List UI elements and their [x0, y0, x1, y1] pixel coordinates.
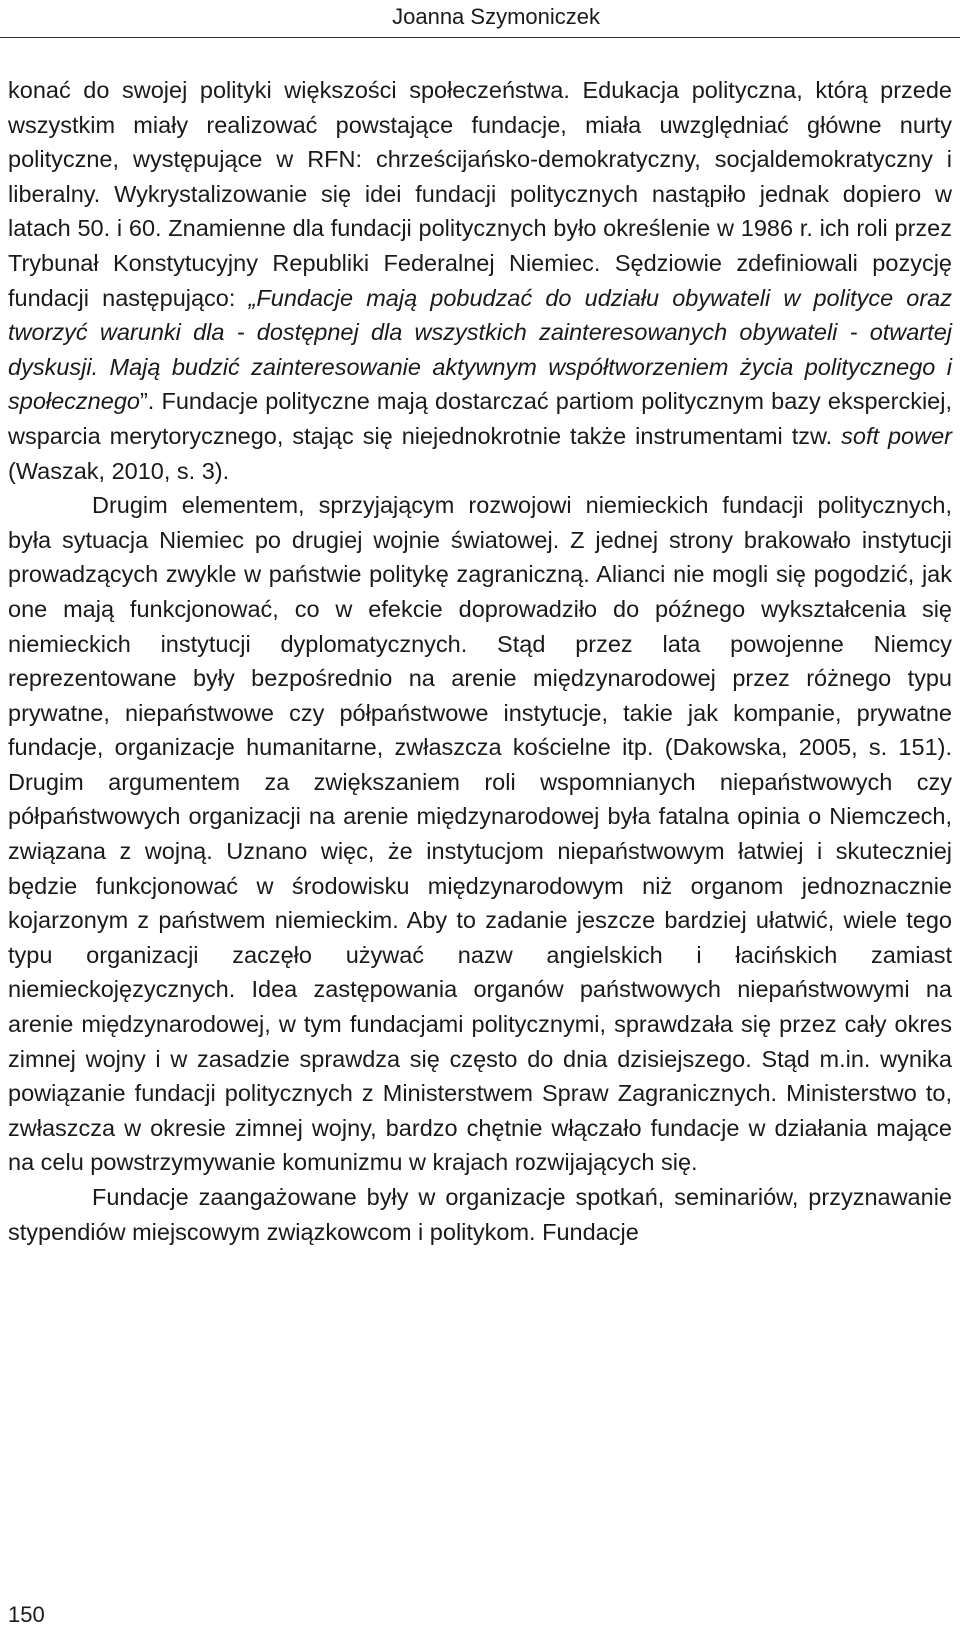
body-text — [8, 73, 952, 1249]
running-header — [0, 0, 960, 38]
page-number: 150 — [8, 1602, 45, 1627]
header-author: Joanna Szymoniczek — [392, 4, 600, 29]
paragraph-3: Fundacje zaangażowane były w organizacje spotkań, seminariów, przyznawanie stypendiów miejscowym związkowcom i politykom. Fundacje — [8, 1184, 952, 1245]
paragraph-1-text-b: ”. Fundacje polityczne mają dostarczać partiom politycznym bazy eksperckiej, wsparcia merytorycznego, stając się niejednokrotnie także instrumentami tzw. — [8, 388, 952, 449]
paragraph-1 — [8, 73, 952, 488]
paragraph-1-text-c: (Waszak, 2010, s. 3). — [8, 457, 230, 484]
paragraph-1-text-a: konać do swojej polityki większości społeczeństwa. Edukacja polityczna, którą przede wszystkim miały realizować powstające fundacje, miała uwzględniać główne nurty polityczne, występujące w RFN: chrześcijańsko-demokratyczny, socjaldemokratyczny i liberalny. Wykrystalizowanie się idei fundacji politycznych nastąpiło jednak dopiero w latach 50. i 60. Znamienne dla fundacji politycznych było określenie w 1986 r. ich roli przez Trybunał Konstytucyjny Republiki Federalnej Niemiec. Sędziowie zdefiniowali pozycję fundacji następująco: — [8, 77, 952, 311]
paragraph-1-term: soft power — [841, 422, 952, 449]
paragraph-1-quote: „Fundacje mają pobudzać do udziału obywateli w polityce oraz tworzyć warunki dla - dostępnej dla wszystkich zainteresowanych obywateli - otwartej dyskusji. Mają budzić zainteresowanie aktywnym współtworzeniem życia politycznego i społecznego — [8, 284, 953, 415]
paragraph-2: Drugim elementem, sprzyjającym rozwojowi niemieckich fundacji politycznych, była sytuacja Niemiec po drugiej wojnie światowej. Z jednej strony brakowało instytucji prowadzących zwykle w państwie politykę zagraniczną. Alianci nie mogli się pogodzić, jak one mają funkcjonować, co w efekcie doprowadziło do późnego wykształcenia się niemieckich instytucji dyplomatycznych. Stąd przez lata powojenne Niemcy reprezentowane były bezpośrednio na arenie międzynarodowej przez różnego typu prywatne, niepaństwowe czy półpaństwowe instytucje, takie jak kompanie, prywatne fundacje, organizacje humanitarne, zwłaszcza kościelne itp. (Dakowska, 2005, s. 151). Drugim argumentem za zwiększaniem roli wspomnianych niepaństwowych czy półpaństwowych organizacji na arenie międzynarodowej była fatalna opinia o Niemczech, związana z wojną. Uznano więc, że instytucjom niepaństwowym łatwiej i skuteczniej będzie funkcjonować w środowisku międzynarodowym niż organom jednoznacznie kojarzonym z państwem niemieckim. Aby to zadanie jeszcze bardziej ułatwić, wiele tego typu organizacji zaczęło używać nazw angielskich i łacińskich zamiast niemieckojęzycznych. Idea zastępowania organów państwowych niepaństwowymi na arenie międzynarodowej, w tym fundacjami politycznymi, sprawdzała się przez cały okres zimnej wojny i w zasadzie sprawdza się często do dnia dzisiejszego. Stąd m.in. wynika powiązanie fundacji politycznych z Ministerstwem Spraw Zagranicznych. Ministerstwo to, zwłaszcza w okresie zimnej wojny, bardzo chętnie włączało fundacje w działania mające na celu powstrzymywanie komunizmu w krajach rozwijających się. — [8, 492, 952, 1176]
